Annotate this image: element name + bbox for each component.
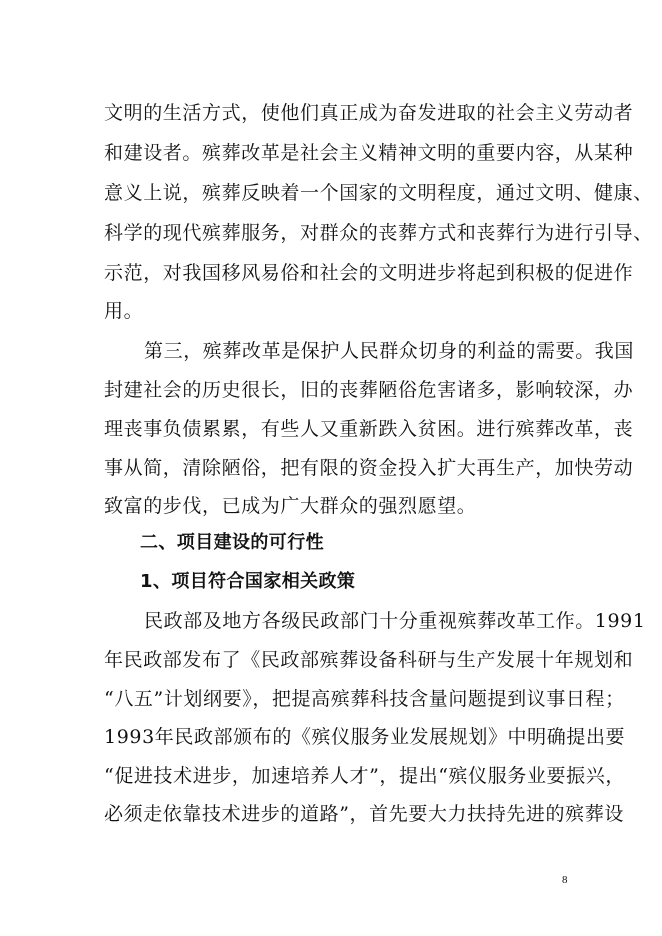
- text-line: 第三，殡葬改革是保护人民群众切身的利益的需要。我国: [144, 340, 635, 362]
- page-number: 8: [562, 874, 568, 886]
- text-line: 致富的步伐，已成为广大群众的强烈愿望。: [104, 495, 477, 517]
- subsection-heading: 1、项目符合国家相关政策: [140, 571, 356, 592]
- text-line: 示范，对我国移风易俗和社会的文明进步将起到积极的促进作: [104, 262, 634, 284]
- text-line: 和建设者。殡葬改革是社会主义精神文明的重要内容，从某种: [104, 142, 634, 164]
- section-heading: 二、项目建设的可行性: [140, 532, 324, 553]
- text-line: 年民政部发布了《民政部殡葬设备科研与生产发展十年规划和: [104, 649, 634, 671]
- text-line: 1993年民政部颁布的《殡仪服务业发展规划》中明确提出要: [104, 726, 626, 748]
- text-line: 文明的生活方式，使他们真正成为奋发进取的社会主义劳动者: [104, 102, 634, 124]
- text-line: 必须走依靠技术进步的道路”，首先要大力扶持先进的殡葬设: [104, 803, 624, 825]
- text-line: “促进技术进步，加速培养人才”，提出“殡仪服务业要振兴，: [104, 765, 625, 787]
- text-line: 民政部及地方各级民政部门十分重视殡葬改革工作。1991: [144, 610, 646, 632]
- text-line: 事从简，清除陋俗，把有限的资金投入扩大再生产，加快劳动: [104, 457, 634, 479]
- text-line: “八五”计划纲要》，把提高殡葬科技含量问题提到议事日程；: [104, 688, 625, 710]
- text-line: 用。: [104, 300, 144, 322]
- text-line: 意义上说，殡葬反映着一个国家的文明程度，通过文明、健康、: [104, 182, 653, 204]
- text-line: 理丧事负债累累，有些人又重新跌入贫困。进行殡葬改革，丧: [104, 418, 634, 440]
- text-line: 封建社会的历史很长，旧的丧葬陋俗危害诸多，影响较深，办: [104, 379, 634, 401]
- text-line: 科学的现代殡葬服务，对群众的丧葬方式和丧葬行为进行引导、: [104, 222, 653, 244]
